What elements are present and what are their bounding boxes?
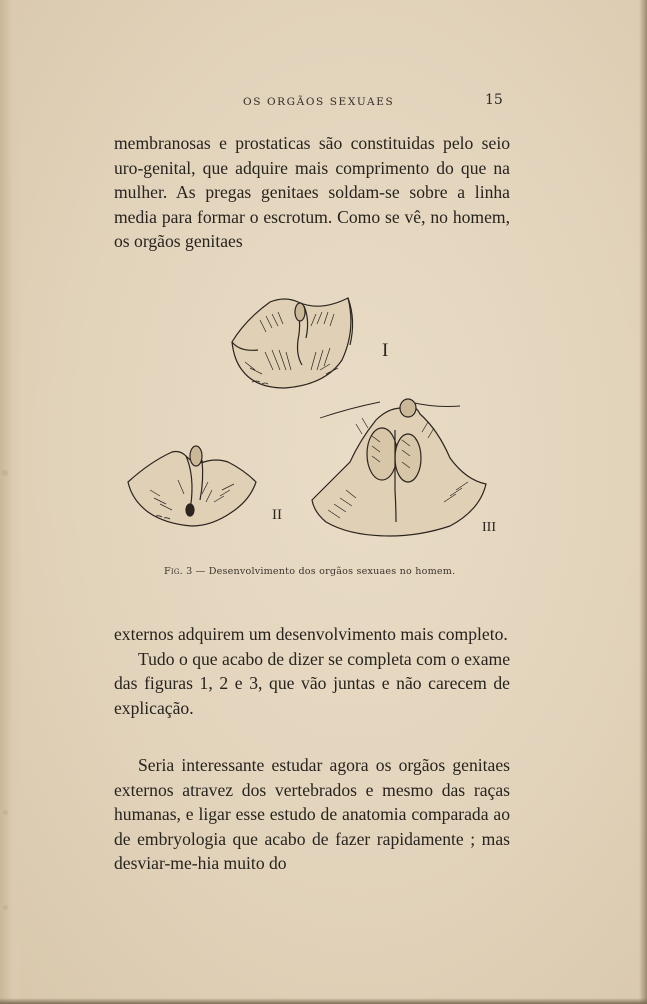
running-head: OS ORGÃOS SEXUAES xyxy=(243,96,395,108)
paragraph: Tudo o que acabo de dizer se completa com o exame das figuras 1, 2 e 3, que vão juntas e não carecem de explicação. xyxy=(114,648,510,718)
text-block-bottom xyxy=(114,753,510,876)
paragraph: Seria interessante estudar agora os orgãos genitaes externos atravez dos vertebrados e mesmo das raças humanas, e ligar esse estudo de anatomia comparada ao de embryologia que acabo de fazer rapidamente ; mas desviar-me-hia muito do xyxy=(114,755,510,874)
figure-3-illustration xyxy=(120,290,500,555)
page-bottom-shadow xyxy=(0,998,647,1004)
paragraph: membranosas e prostaticas são constituidas pelo seio uro-genital, que adquire mais comprimento do que na mulher. As pregas genitaes soldam-se sobre a linha media para formar o escrotum. Como se vê, no homem, os orgãos genitaes xyxy=(114,133,510,252)
figure-drawing-iii xyxy=(312,399,486,536)
page-spine-shadow xyxy=(0,0,22,1004)
paper-stain xyxy=(2,470,8,476)
paragraph: externos adquirem um desenvolvimento mais completo. xyxy=(114,624,508,644)
figure-caption xyxy=(164,566,484,577)
paper-stain xyxy=(3,905,8,910)
figure-drawing-ii xyxy=(128,446,256,526)
figure-label-iii: III xyxy=(482,520,496,535)
figure-label-ii: II xyxy=(272,507,282,523)
text-block-top xyxy=(114,131,510,254)
figure-label-i: I xyxy=(382,340,389,361)
figure-drawing-i xyxy=(232,298,353,388)
paper-stain xyxy=(3,810,8,815)
caption-prefix: Fig. 3 xyxy=(164,566,193,577)
page-number: 15 xyxy=(485,92,503,108)
text-block-middle xyxy=(114,622,510,720)
page-edge-shadow xyxy=(639,0,647,1004)
caption-text: — Desenvolvimento dos orgãos sexuaes no homem. xyxy=(192,566,456,577)
